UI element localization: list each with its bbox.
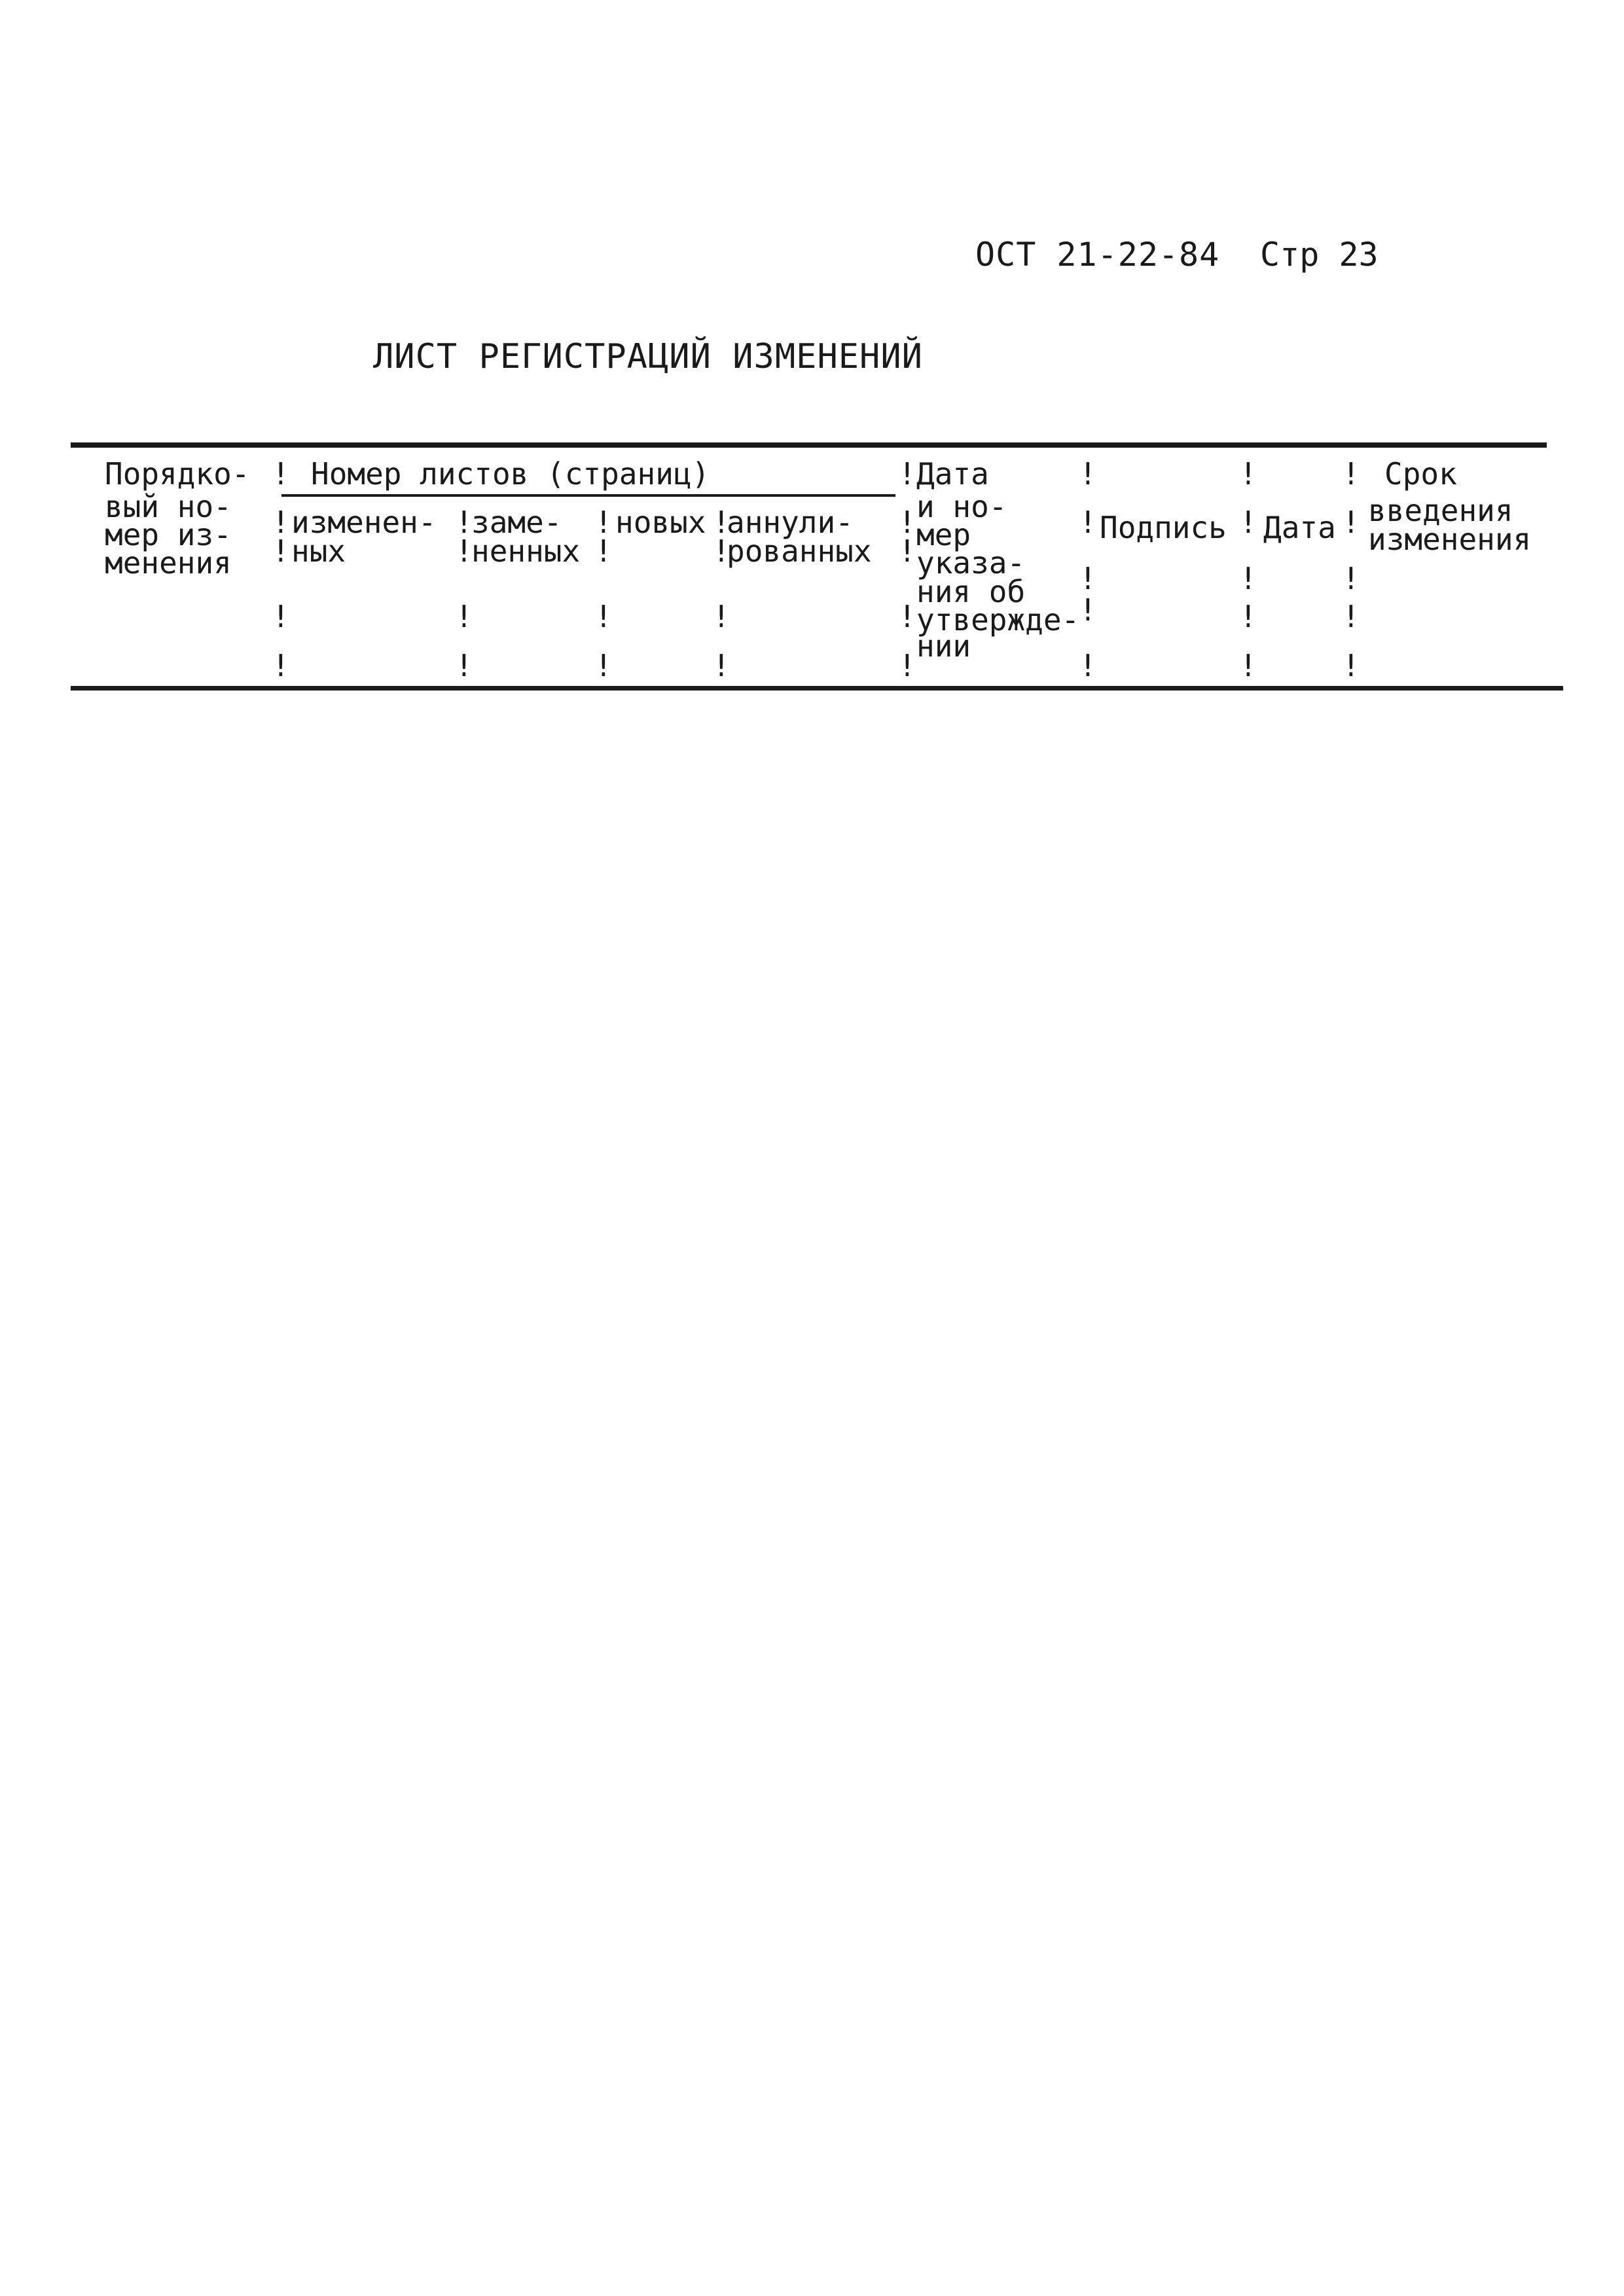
column-separator: ! bbox=[1079, 505, 1097, 540]
column-separator: ! bbox=[272, 505, 290, 540]
col-new: новых bbox=[615, 505, 706, 540]
column-separator: ! bbox=[898, 505, 916, 540]
col-approval-line2: и но- bbox=[916, 489, 1007, 524]
col-approval-line6: утвержде- bbox=[916, 602, 1080, 637]
col-signature: Подпись bbox=[1100, 510, 1227, 545]
column-separator: ! bbox=[1239, 561, 1257, 596]
col-effective-date-line3: изменения bbox=[1368, 522, 1532, 557]
col-annulled-line2: рованных bbox=[727, 533, 872, 569]
table-top-rule bbox=[71, 442, 1547, 448]
column-separator: ! bbox=[898, 648, 916, 683]
column-separator: ! bbox=[1239, 648, 1257, 683]
column-separator: ! bbox=[1079, 592, 1097, 628]
col-changed-line2: ных bbox=[291, 533, 346, 569]
column-separator: ! bbox=[1239, 456, 1257, 492]
column-separator: ! bbox=[1079, 648, 1097, 683]
col-approval-line1: Дата bbox=[916, 456, 989, 492]
column-separator: ! bbox=[594, 505, 613, 540]
col-approval-line5: ния об bbox=[916, 574, 1026, 609]
column-separator: ! bbox=[712, 599, 731, 634]
column-separator: ! bbox=[712, 505, 731, 540]
column-separator: ! bbox=[1079, 561, 1097, 596]
column-separator: ! bbox=[898, 456, 916, 492]
column-separator: ! bbox=[898, 599, 916, 634]
column-separator: ! bbox=[1342, 505, 1360, 540]
column-separator: ! bbox=[594, 648, 613, 683]
sheet-group-underline bbox=[281, 494, 895, 497]
col-change-number-line3: мер из- bbox=[105, 517, 232, 552]
column-separator: ! bbox=[712, 533, 731, 569]
column-separator: ! bbox=[1239, 599, 1257, 634]
column-separator: ! bbox=[455, 505, 473, 540]
column-separator: ! bbox=[272, 599, 290, 634]
col-effective-date-line2: введения bbox=[1368, 493, 1513, 528]
column-separator: ! bbox=[1239, 505, 1257, 540]
col-effective-date-line1: Срок bbox=[1384, 456, 1457, 492]
col-approval-line3: мер bbox=[916, 517, 971, 552]
column-separator: ! bbox=[898, 533, 916, 569]
column-separator: ! bbox=[1342, 648, 1360, 683]
col-annulled-line1: аннули- bbox=[727, 505, 854, 540]
col-change-number-line4: менения bbox=[105, 545, 232, 581]
col-approval-line7: нии bbox=[916, 628, 971, 664]
column-separator: ! bbox=[272, 533, 290, 569]
col-change-number-line1: Порядко- bbox=[105, 456, 250, 492]
col-date: Дата bbox=[1263, 510, 1336, 545]
column-separator: ! bbox=[455, 533, 473, 569]
col-changed-line1: изменен- bbox=[291, 505, 437, 540]
column-separator: ! bbox=[455, 599, 473, 634]
col-change-number-line2: вый но- bbox=[105, 489, 232, 524]
document-title: ЛИСТ РЕГИСТРАЦИЙ ИЗМЕНЕНИЙ bbox=[373, 337, 923, 376]
column-separator: ! bbox=[1342, 561, 1360, 596]
column-separator: ! bbox=[272, 456, 290, 492]
column-separator: ! bbox=[594, 599, 613, 634]
column-separator: ! bbox=[455, 648, 473, 683]
column-separator: ! bbox=[1342, 456, 1360, 492]
col-replaced-line2: ненных bbox=[471, 533, 581, 569]
col-sheet-numbers-group: Номер листов (страниц) bbox=[311, 456, 710, 492]
column-separator: ! bbox=[1079, 456, 1097, 492]
col-replaced-line1: заме- bbox=[471, 505, 562, 540]
col-approval-line4: указа- bbox=[916, 545, 1026, 581]
column-separator: ! bbox=[712, 648, 731, 683]
standard-code: ОСТ 21-22-84 bbox=[975, 236, 1220, 274]
table-bottom-rule bbox=[71, 686, 1563, 691]
column-separator: ! bbox=[1342, 599, 1360, 634]
column-separator: ! bbox=[272, 648, 290, 683]
page-number: Стр 23 bbox=[1260, 236, 1379, 274]
column-separator: ! bbox=[594, 533, 613, 569]
